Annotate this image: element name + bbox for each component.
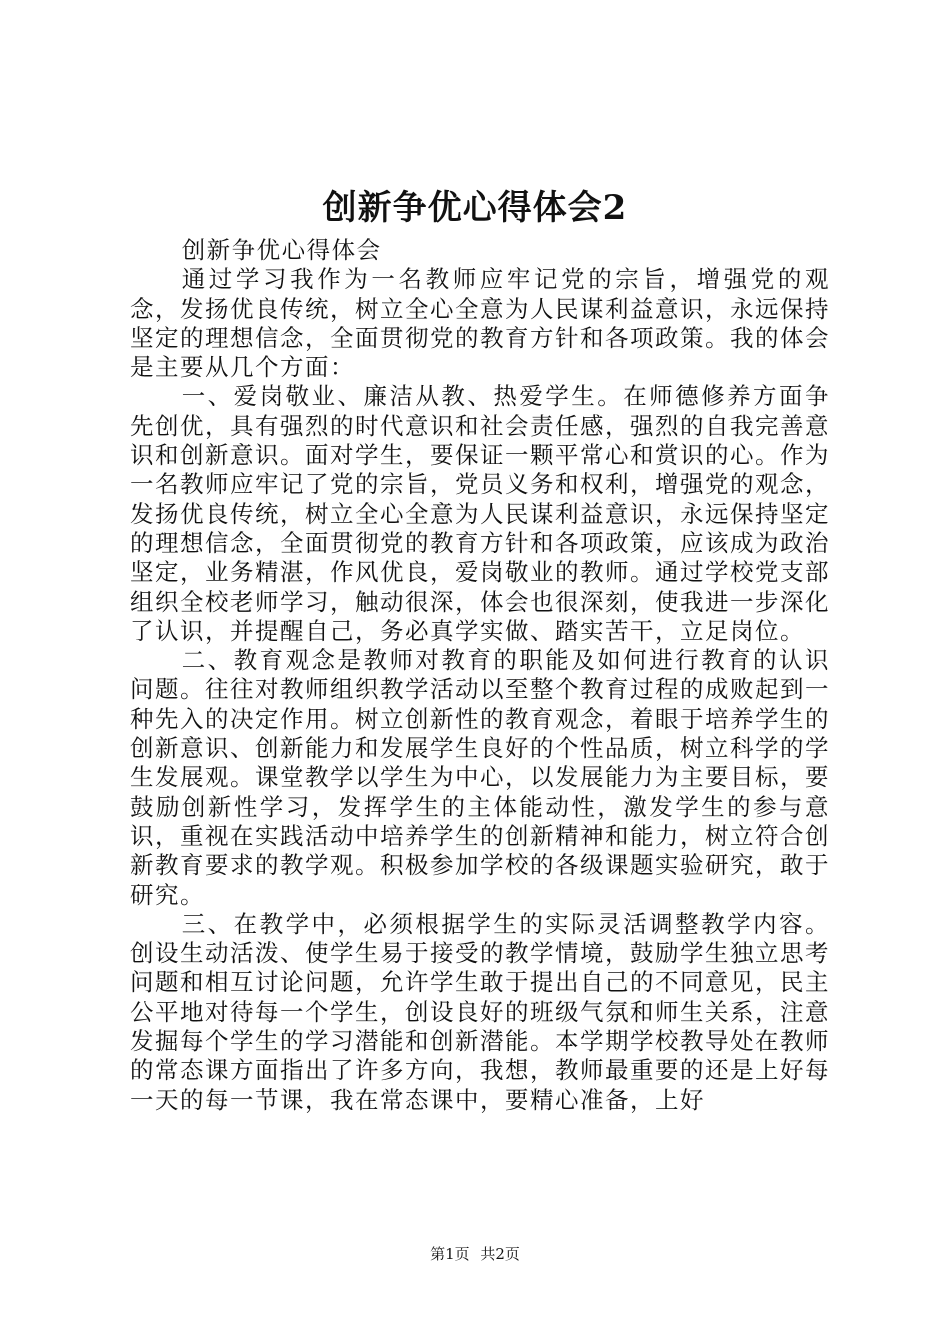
document-body bbox=[130, 236, 830, 1115]
document-subtitle: 创新争优心得体会 bbox=[181, 236, 382, 264]
paragraph-three: 三、在教学中，必须根据学生的实际灵活调整教学内容。创设生动活泼、使学生易于接受的教学情境，鼓励学生独立思考问题和相互讨论问题，允许学生敢于提出自己的不同意见，民主公平地对待每一个学生，创设良好的班级气氛和师生关系，注意发掘每个学生的学习潜能和创新潜能。本学期学校教导处在教师的常态课方面指出了许多方向，我想，教师最重要的还是上好每一天的每一节课，我在常态课中，要精心准备，上好 bbox=[130, 909, 830, 1114]
paragraph-one: 一、爱岗敬业、廉洁从教、热爱学生。在师德修养方面争先创优，具有强烈的时代意识和社会责任感，强烈的自我完善意识和创新意识。面对学生，要保证一颗平常心和赏识的心。作为一名教师应牢记了党的宗旨，党员义务和权利，增强党的观念，发扬优良传统，树立全心全意为人民谋利益意识，永远保持坚定的理想信念，全面贯彻党的教育方针和各项政策，应该成为政治坚定，业务精湛，作风优良，爱岗敬业的教师。通过学校党支部组织全校老师学习，触动很深，体会也很深刻，使我进一步深化了认识，并提醒自己，务必真学实做、踏实苦干，立足岗位。 bbox=[130, 382, 830, 645]
page-total: 共2页 bbox=[480, 1245, 520, 1263]
page-footer bbox=[0, 1244, 950, 1264]
paragraph-two: 二、教育观念是教师对教育的职能及如何进行教育的认识问题。往往对教师组织教学活动以至整个教育过程的成败起到一种先入的决定作用。树立创新性的教育观念，着眼于培养学生的创新意识、创新能力和发展学生良好的个性品质，树立科学的学生发展观。课堂教学以学生为中心，以发展能力为主要目标，要鼓励创新性学习，发挥学生的主体能动性，激发学生的参与意识，重视在实践活动中培养学生的创新精神和能力，树立符合创新教育要求的教学观。积极参加学校的各级课题实验研究，敢于研究。 bbox=[130, 646, 830, 909]
page-number: 第1页 bbox=[430, 1245, 470, 1263]
paragraph-intro: 通过学习我作为一名教师应牢记党的宗旨，增强党的观念，发扬优良传统，树立全心全意为人民谋利益意识，永远保持坚定的理想信念，全面贯彻党的教育方针和各项政策。我的体会是主要从几个方面： bbox=[130, 265, 830, 382]
document-title: 创新争优心得体会2 bbox=[322, 188, 628, 228]
